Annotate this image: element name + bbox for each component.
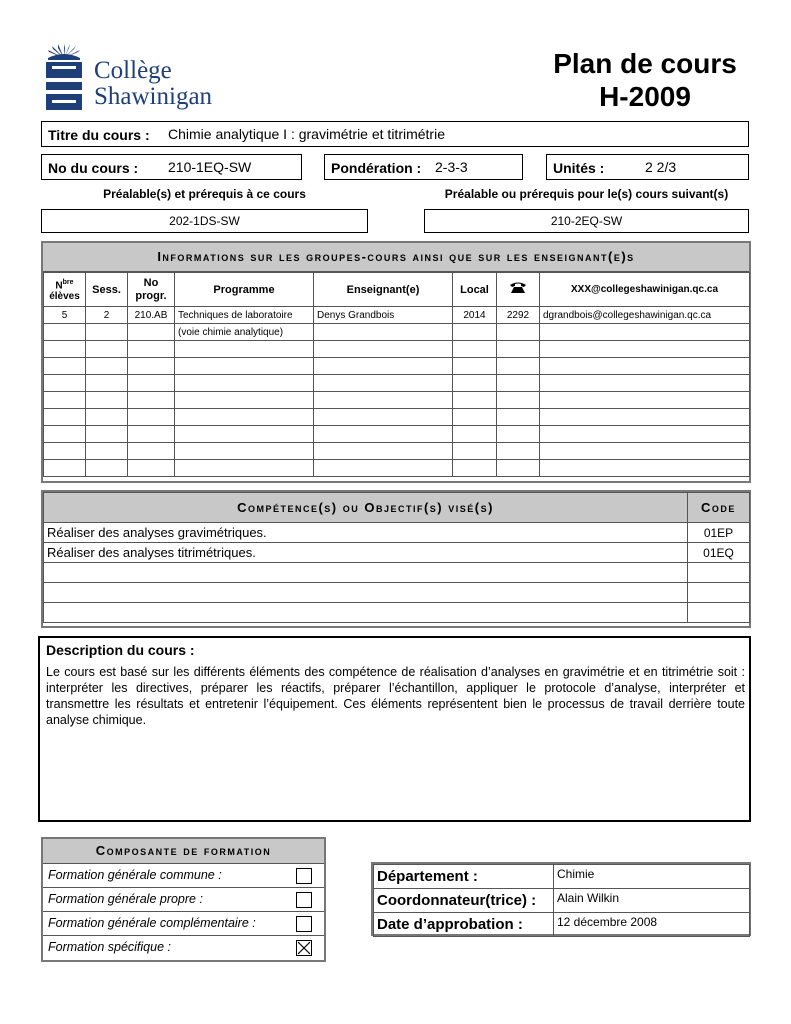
- cell-no-progr: [128, 324, 175, 341]
- course-number-label: No du cours :: [48, 160, 139, 176]
- cell-programme: [175, 392, 314, 409]
- prereq-left-value: 202-1DS-SW: [169, 214, 240, 228]
- cell-sess: [86, 375, 128, 392]
- ponderation-box: [324, 154, 523, 180]
- cell-sess: [86, 341, 128, 358]
- cell-phone: [497, 426, 540, 443]
- cell-nbre: [44, 426, 86, 443]
- checkbox[interactable]: [296, 868, 312, 884]
- table-row: [44, 375, 750, 392]
- cell-enseignant: [314, 460, 453, 477]
- cell-local: [453, 358, 497, 375]
- cell-no-progr: [128, 443, 175, 460]
- cell-local: 2014: [453, 307, 497, 324]
- cell-phone: [497, 460, 540, 477]
- checkbox-checked[interactable]: [296, 940, 312, 956]
- course-title-box: [41, 121, 749, 147]
- groups-column-headers: [44, 273, 750, 307]
- competence-text: Réaliser des analyses titrimétriques.: [44, 543, 688, 563]
- table-row: [44, 583, 750, 603]
- cell-nbre: [44, 341, 86, 358]
- description-section: [38, 636, 751, 822]
- telephone-icon: [497, 273, 540, 307]
- logo-line2: Shawinigan: [94, 83, 213, 110]
- competence-code: [688, 583, 750, 603]
- units-value: 2 2/3: [645, 159, 677, 175]
- cell-enseignant: [314, 324, 453, 341]
- cell-enseignant: [314, 375, 453, 392]
- department-label: Département :: [374, 865, 554, 889]
- course-number-box: [41, 154, 302, 180]
- page-title: [540, 47, 750, 113]
- col-sess: Sess.: [86, 273, 128, 307]
- composante-item: [43, 912, 324, 936]
- cell-email: [540, 358, 750, 375]
- cell-enseignant: [314, 341, 453, 358]
- units-label: Unités :: [553, 160, 605, 176]
- checkbox[interactable]: [296, 916, 312, 932]
- college-logo: [44, 44, 234, 116]
- cell-enseignant: [314, 392, 453, 409]
- cell-email: dgrandbois@collegeshawinigan.qc.ca: [540, 307, 750, 324]
- cell-nbre: [44, 358, 86, 375]
- course-title-label: Titre du cours :: [48, 127, 150, 143]
- cell-programme: [175, 443, 314, 460]
- cell-local: [453, 375, 497, 392]
- prereq-right-value: 210-2EQ-SW: [550, 214, 623, 228]
- competence-text: [44, 563, 688, 583]
- cell-programme: [175, 358, 314, 375]
- col-email: XXX@collegeshawinigan.qc.ca: [540, 273, 750, 307]
- cell-sess: [86, 392, 128, 409]
- cell-local: [453, 409, 497, 426]
- competence-code: [688, 603, 750, 623]
- checkbox[interactable]: [296, 892, 312, 908]
- table-row: [44, 563, 750, 583]
- cell-local: [453, 341, 497, 358]
- cell-programme: [175, 460, 314, 477]
- cell-nbre: [44, 324, 86, 341]
- cell-local: [453, 324, 497, 341]
- cell-no-progr: [128, 375, 175, 392]
- coordinator-value: Alain Wilkin: [554, 889, 750, 913]
- composante-item: [43, 864, 324, 888]
- cell-phone: [497, 375, 540, 392]
- composante-header: Composante de formation: [43, 839, 324, 864]
- cell-sess: [86, 443, 128, 460]
- groups-table: [43, 272, 750, 477]
- cell-programme: [175, 375, 314, 392]
- cell-no-progr: [128, 409, 175, 426]
- cell-phone: [497, 409, 540, 426]
- table-row: [44, 392, 750, 409]
- table-row: [44, 460, 750, 477]
- page-title-line2: H-2009: [599, 81, 691, 112]
- cell-no-progr: [128, 426, 175, 443]
- ponderation-label: Pondération :: [331, 160, 422, 176]
- description-text: Le cours est basé sur les différents éléments des compétence de réalisation d’analyses en gravimétrie et en titrimétrie soit : interpréter les directives, préparer les réactifs, préparer l’échantillon, appliquer le protocole d’analyse, interpréter et transmettre les résultats et entretenir l’équipement. Ces éléments représentent bien le processus de travail derrière toute analyse chimique.: [46, 665, 745, 727]
- prereq-left-label: Préalable(s) et prérequis à ce cours: [103, 187, 306, 201]
- cell-sess: [86, 358, 128, 375]
- competence-text: [44, 603, 688, 623]
- approval-date-label: Date d’approbation :: [374, 913, 554, 937]
- table-row: [44, 341, 750, 358]
- cell-phone: [497, 443, 540, 460]
- cell-email: [540, 409, 750, 426]
- logo-emblem-icon: [44, 44, 84, 114]
- prereq-right-box: [424, 209, 749, 233]
- cell-enseignant: [314, 409, 453, 426]
- competences-section: [41, 490, 751, 628]
- cell-sess: [86, 460, 128, 477]
- composante-item-label: Formation générale complémentaire :: [48, 916, 256, 930]
- table-row: [44, 324, 750, 341]
- cell-nbre: 5: [44, 307, 86, 324]
- groups-section: [41, 241, 751, 483]
- cell-programme: [175, 409, 314, 426]
- cell-email: [540, 341, 750, 358]
- cell-email: [540, 375, 750, 392]
- cell-no-progr: [128, 341, 175, 358]
- cell-enseignant: Denys Grandbois: [314, 307, 453, 324]
- competences-header: Compétence(s) ou Objectif(s) visé(s): [44, 493, 688, 523]
- groups-header: Informations sur les groupes-cours ainsi que sur les enseignant(e)s: [43, 243, 749, 272]
- competence-code: [688, 563, 750, 583]
- cell-email: [540, 460, 750, 477]
- cell-enseignant: [314, 358, 453, 375]
- table-row: [44, 543, 750, 563]
- cell-nbre: [44, 409, 86, 426]
- cell-local: [453, 426, 497, 443]
- composante-item-label: Formation spécifique :: [48, 940, 171, 954]
- units-box: [546, 154, 749, 180]
- cell-enseignant: [314, 426, 453, 443]
- table-row: [44, 409, 750, 426]
- cell-phone: [497, 341, 540, 358]
- cell-no-progr: 210.AB: [128, 307, 175, 324]
- col-enseignant: Enseignant(e): [314, 273, 453, 307]
- course-title-value: Chimie analytique I : gravimétrie et titrimétrie: [168, 126, 445, 142]
- code-header: Code: [688, 493, 750, 523]
- department-table: [373, 864, 750, 937]
- cell-nbre: [44, 375, 86, 392]
- ponderation-value: 2-3-3: [435, 159, 468, 175]
- description-label: Description du cours :: [46, 642, 195, 658]
- department-section: [371, 862, 751, 936]
- cell-email: [540, 392, 750, 409]
- competences-table: [43, 492, 750, 623]
- table-row: [44, 603, 750, 623]
- cell-local: [453, 460, 497, 477]
- table-row: [44, 443, 750, 460]
- department-value: Chimie: [554, 865, 750, 889]
- cell-email: [540, 324, 750, 341]
- cell-phone: [497, 392, 540, 409]
- prereq-left-box: [41, 209, 368, 233]
- cell-sess: [86, 426, 128, 443]
- competence-text: [44, 583, 688, 603]
- competence-text: Réaliser des analyses gravimétriques.: [44, 523, 688, 543]
- col-programme: Programme: [175, 273, 314, 307]
- coordinator-label: Coordonnateur(trice) :: [374, 889, 554, 913]
- composante-item: [43, 888, 324, 912]
- course-number-value: 210-1EQ-SW: [168, 159, 252, 175]
- cell-phone: [497, 358, 540, 375]
- table-row: [44, 307, 750, 324]
- cell-programme: Techniques de laboratoire: [175, 307, 314, 324]
- cell-nbre: [44, 392, 86, 409]
- page-title-line1: Plan de cours: [553, 48, 737, 79]
- cell-programme: (voie chimie analytique): [175, 324, 314, 341]
- cell-no-progr: [128, 392, 175, 409]
- cell-email: [540, 426, 750, 443]
- cell-phone: [497, 324, 540, 341]
- cell-programme: [175, 341, 314, 358]
- cell-programme: [175, 426, 314, 443]
- checkmark-x-icon: [297, 941, 311, 955]
- cell-enseignant: [314, 443, 453, 460]
- cell-no-progr: [128, 460, 175, 477]
- prereq-right-label: Préalable ou prérequis pour le(s) cours suivant(s): [444, 187, 729, 201]
- cell-local: [453, 443, 497, 460]
- approval-date-value: 12 décembre 2008: [554, 913, 750, 937]
- cell-phone: 2292: [497, 307, 540, 324]
- competence-code: 01EQ: [688, 543, 750, 563]
- table-row: [44, 523, 750, 543]
- col-local: Local: [453, 273, 497, 307]
- logo-line1: Collège: [94, 57, 172, 84]
- competence-code: 01EP: [688, 523, 750, 543]
- cell-local: [453, 392, 497, 409]
- table-row: [44, 426, 750, 443]
- composante-item-label: Formation générale commune :: [48, 868, 222, 882]
- composante-section: [41, 837, 326, 962]
- cell-no-progr: [128, 358, 175, 375]
- cell-sess: 2: [86, 307, 128, 324]
- cell-email: [540, 443, 750, 460]
- col-no-progr: No progr.: [128, 273, 175, 307]
- cell-nbre: [44, 443, 86, 460]
- table-row: [44, 358, 750, 375]
- cell-sess: [86, 324, 128, 341]
- col-nbre-eleves: $N^{bre}$ élèves: [44, 273, 86, 307]
- cell-nbre: [44, 460, 86, 477]
- cell-sess: [86, 409, 128, 426]
- composante-item-label: Formation générale propre :: [48, 892, 203, 906]
- composante-item: [43, 936, 324, 959]
